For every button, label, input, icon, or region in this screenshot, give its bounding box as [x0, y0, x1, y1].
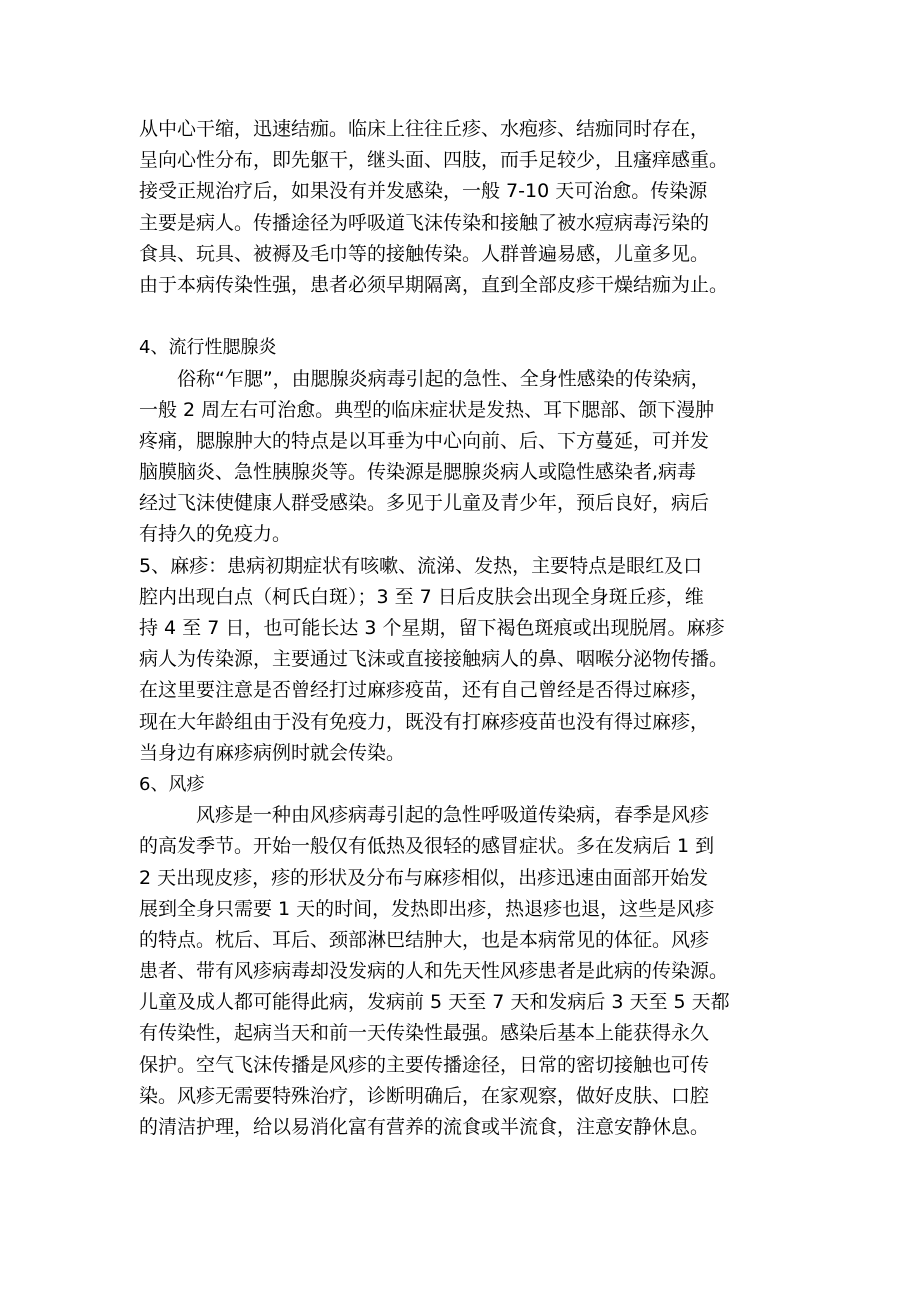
text-line: 病人为传染源，主要通过飞沫或直接接触病人的鼻、咽喉分泌物传播。 — [139, 648, 729, 671]
section-heading-rubella — [139, 769, 809, 800]
paragraph-mumps — [139, 364, 809, 551]
text-line: 从中心干缩，迅速结痂。临床上往往丘疹、水疱疹、结痂同时存在， — [139, 118, 710, 140]
text-line: 有传染性，起病当天和前一天传染性最强。感染后基本上能获得永久 — [139, 1022, 710, 1045]
text-line: 的高发季节。开始一般仅有低热及很轻的感冒症状。多在发病后 1 到 — [139, 835, 715, 858]
text-line: 患者、带有风疹病毒却没发病的人和先天性风疹患者是此病的传染源。 — [139, 960, 729, 983]
text-line: 染。风疹无需要特殊治疗，诊断明确后，在家观察，做好皮肤、口腔 — [139, 1084, 710, 1107]
text-line: 现在大年龄组由于没有免疫力，既没有打麻疹疫苗也没有得过麻疹， — [139, 710, 710, 733]
text-line: 由于本病传染性强，患者必须早期隔离，直到全部皮疹干燥结痂为止。 — [139, 273, 729, 296]
text-line: 呈向心性分布，即先躯干，继头面、四肢，而手足较少，且瘙痒感重。 — [139, 149, 729, 172]
text-line: 主要是病人。传播途径为呼吸道飞沫传染和接触了被水痘病毒污染的 — [139, 211, 710, 234]
paragraph-chickenpox-continued — [139, 114, 809, 301]
text-line: 脑膜脑炎、急性胰腺炎等。传染源是腮腺炎病人或隐性感染者,病毒 — [139, 461, 697, 484]
blank-line — [139, 301, 809, 332]
heading-text: 6、风疹 — [139, 773, 205, 795]
text-line: 2 天出现皮疹，疹的形状及分布与麻疹相似，出疹迅速由面部开始发 — [139, 866, 709, 889]
text-line: 当身边有麻疹病例时就会传染。 — [139, 741, 406, 764]
text-line: 有持久的免疫力。 — [139, 523, 292, 546]
text-line: 持 4 至 7 日，也可能长达 3 个星期，留下褐色斑痕或出现脱屑。麻疹 — [139, 617, 725, 639]
paragraph-measles — [139, 551, 809, 769]
text-line: 疼痛，腮腺肿大的特点是以耳垂为中心向前、后、下方蔓延，可并发 — [139, 429, 710, 452]
heading-text: 4、流行性腮腺炎 — [139, 337, 277, 359]
text-line: 5、麻疹：患病初期症状有咳嗽、流涕、发热，主要特点是眼红及口 — [139, 554, 703, 577]
text-line: 俗称“乍腮”，由腮腺炎病毒引起的急性、全身性感染的传染病， — [139, 367, 710, 390]
text-line: 的清洁护理，给以易消化富有营养的流食或半流食，注意安静休息。 — [139, 1116, 710, 1138]
paragraph-rubella — [139, 800, 809, 1143]
text-line: 在这里要注意是否曾经打过麻疹疫苗，还有自己曾经是否得过麻疹， — [139, 679, 710, 702]
text-line: 接受正规治疗后，如果没有并发感染，一般 7-10 天可治愈。传染源 — [139, 180, 708, 203]
text-line: 儿童及成人都可能得此病，发病前 5 天至 7 天和发病后 3 天至 5 天都 — [139, 991, 730, 1014]
text-line: 展到全身只需要 1 天的时间，发热即出疹，热退疹也退，这些是风疹 — [139, 897, 715, 920]
section-heading-mumps — [139, 332, 809, 363]
text-line: 风疹是一种由风疹病毒引起的急性呼吸道传染病，春季是风疹 — [139, 804, 710, 827]
text-line: 保护。空气飞沫传播是风疹的主要传播途径，日常的密切接触也可传 — [139, 1053, 710, 1076]
text-line: 经过飞沫使健康人群受感染。多见于儿童及青少年，预后良好，病后 — [139, 492, 710, 515]
text-line: 的特点。枕后、耳后、颈部淋巴结肿大，也是本病常见的体征。风疹 — [139, 928, 710, 951]
text-line: 腔内出现白点（柯氏白斑）；3 至 7 日后皮肤会出现全身斑丘疹，维 — [139, 585, 704, 608]
document-page — [139, 114, 809, 1143]
text-line: 食具、玩具、被褥及毛巾等的接触传染。人群普遍易感，儿童多见。 — [139, 242, 710, 265]
text-line: 一般 2 周左右可治愈。典型的临床症状是发热、耳下腮部、颌下漫肿 — [139, 398, 715, 421]
